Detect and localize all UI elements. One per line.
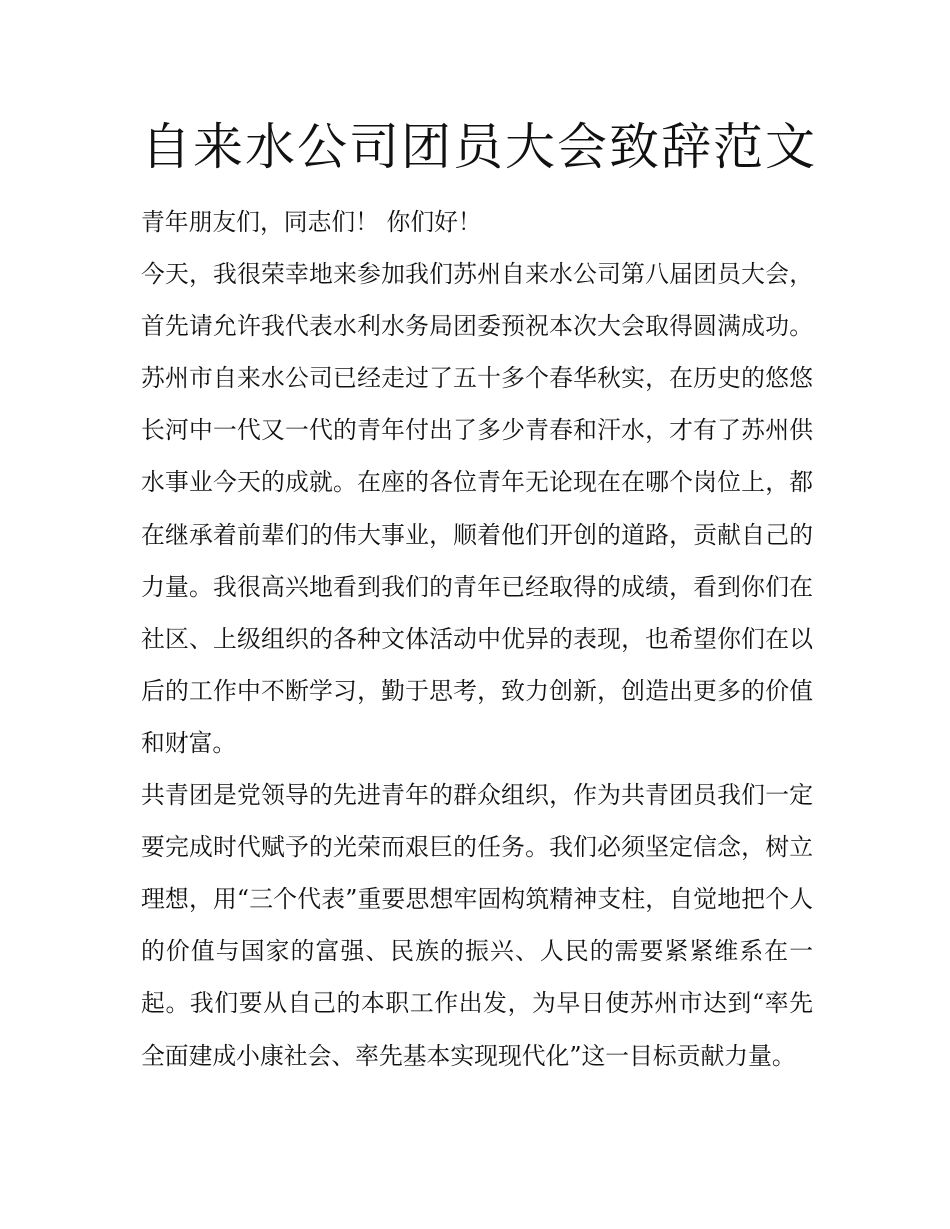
document-body [141,196,813,1082]
document-title: 自来水公司团员大会致辞范文 [141,118,817,176]
body-paragraph: 今天，我很荣幸地来参加我们苏州自来水公司第八届团员大会，首先请允许我代表水利水务局团委预祝本次大会取得圆满成功。苏州市自来水公司已经走过了五十多个春华秋实，在历史的悠悠长河中一代又一代的青年付出了多少青春和汗水，才有了苏州供水事业今天的成就。在座的各位青年无论现在在哪个岗位上，都在继承着前辈们的伟大事业，顺着他们开创的道路，贡献自己的力量。我很高兴地看到我们的青年已经取得的成绩，看到你们在社区、上级组织的各种文体活动中优异的表现，也希望你们在以后的工作中不断学习，勤于思考，致力创新，创造出更多的价值和财富。 [141,260,813,757]
greeting-paragraph: 青年朋友们，同志们！ 你们好！ [141,208,482,236]
body-paragraph: 共青团是党领导的先进青年的群众组织，作为共青团员我们一定要完成时代赋予的光荣而艰巨的任务。我们必须坚定信念，树立理想，用“三个代表”重要思想牢固构筑精神支柱，自觉地把个人的价值与国家的富强、民族的振兴、人民的需要紧紧维系在一起。我们要从自己的本职工作出发，为早日使苏州市达到“率先全面建成小康社会、率先基本实现现代化”这一目标贡献力量。 [141,781,813,1070]
